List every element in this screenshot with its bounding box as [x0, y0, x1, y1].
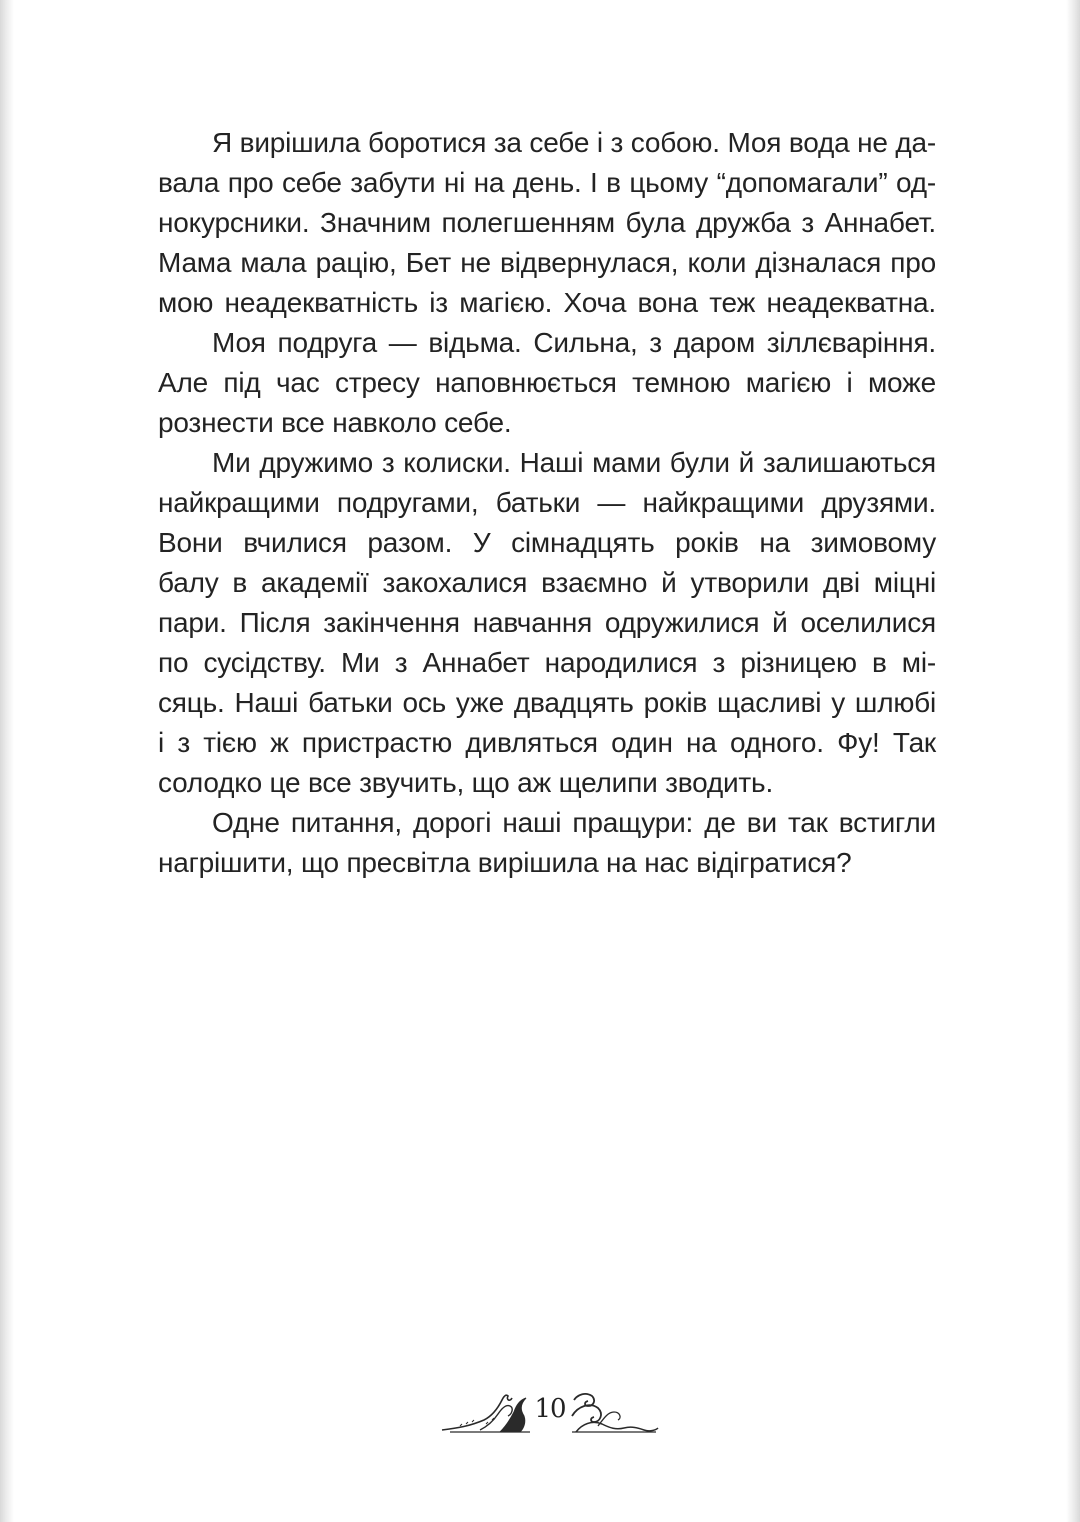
text-line: Але під час стресу наповнюється темною магією і може: [158, 367, 936, 398]
wave-icon: [440, 1386, 532, 1436]
text-line: солодко це все звучить, що аж щелипи зводить.: [158, 767, 774, 798]
body-text: [158, 123, 936, 883]
text-line: і з тією ж пристрастю дивляться один на одного. Фу! Так: [158, 727, 936, 758]
text-line: Мама мала рацію, Бет не відвернулася, коли дізналася про: [158, 247, 936, 278]
text-line: Одне питання, дорогі наші пращури: де ви так встигли: [212, 807, 936, 838]
page-footer: [440, 1384, 660, 1444]
page-edge-right: [1066, 0, 1080, 1522]
text-line: нокурсники. Значним полегшенням була дружба з Аннабет.: [158, 207, 936, 238]
text-line: сяць. Наші батьки ось уже двадцять років щасливі у шлюбі: [158, 687, 936, 718]
text-line: Вони вчилися разом. У сімнадцять років на зимовому: [158, 527, 936, 558]
text-line: найкращими подругами, батьки — найкращими друзями.: [158, 487, 936, 518]
text-line: балу в академії закохалися взаємно й утворили дві міцні: [158, 567, 936, 598]
text-line: Я вирішила боротися за себе і з собою. Моя вода не да-: [212, 127, 936, 158]
text-line: мою неадекватність із магією. Хоча вона теж неадекватна.: [158, 287, 936, 318]
text-line: нагрішити, що пресвітла вирішила на нас відігратися?: [158, 847, 852, 878]
wave-icon: [568, 1386, 660, 1436]
text-line: вала про себе забути ні на день. І в цьому “допомагали” од-: [158, 167, 936, 198]
text-line: рознести все навколо себе.: [158, 407, 512, 438]
text-line: по сусідству. Ми з Аннабет народилися з різницею в мі-: [158, 647, 936, 678]
page-number: 10: [534, 1394, 566, 1424]
page-edge-left: [0, 0, 14, 1522]
text-line: Моя подруга — відьма. Сильна, з даром зіллєваріння.: [212, 327, 936, 358]
text-line: Ми дружимо з колиски. Наші мами були й залишаються: [212, 447, 936, 478]
text-line: пари. Після закінчення навчання одружилися й оселилися: [158, 607, 936, 638]
